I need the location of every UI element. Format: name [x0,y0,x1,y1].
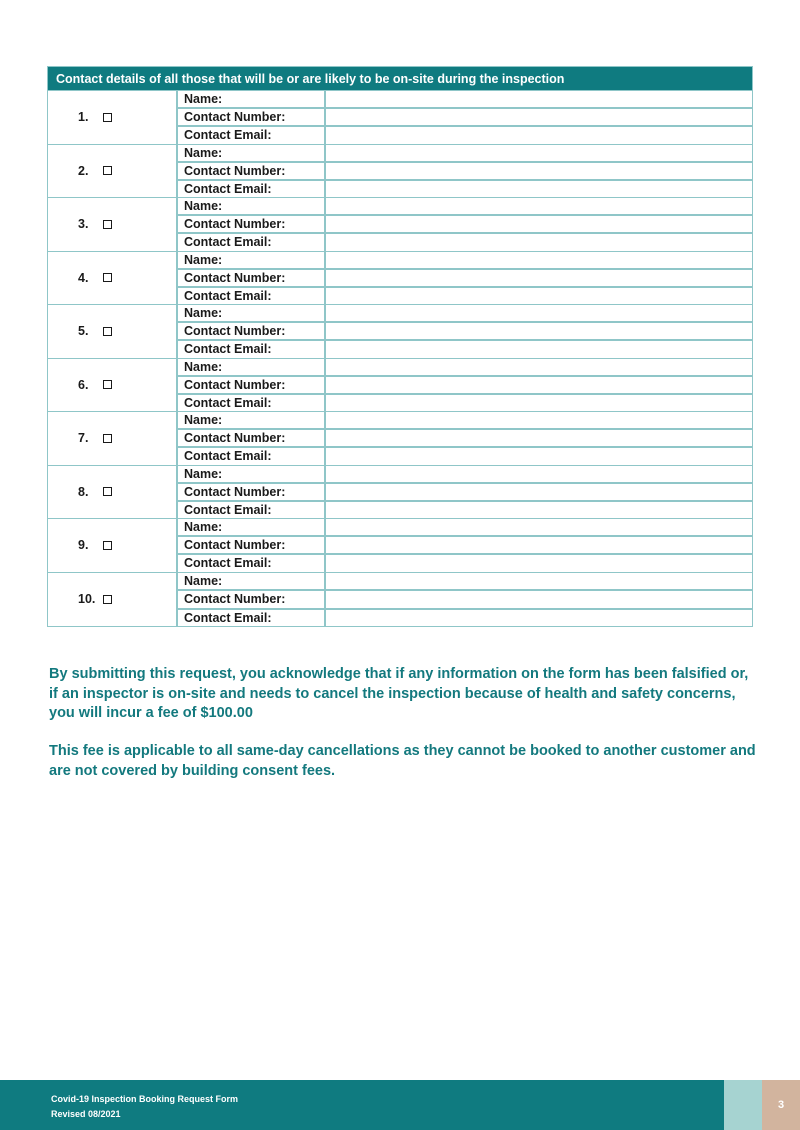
contact-email-label: Contact Email: [178,395,326,411]
contact-index: 3. [78,217,89,232]
contact-email-label: Contact Email: [178,341,326,357]
contact-number-cell [48,412,178,465]
contact-email-label: Contact Email: [178,448,326,464]
contact-number-field[interactable] [326,109,752,125]
contact-checkbox[interactable] [103,327,112,336]
contact-block-8 [48,466,752,520]
contact-number-cell [48,91,178,144]
name-row [178,91,752,109]
contact-number-cell [48,519,178,572]
contact-email-row [178,234,752,250]
contact-number-label: Contact Number: [178,216,326,232]
contact-number-field[interactable] [326,377,752,393]
contact-number-field[interactable] [326,591,752,608]
contact-email-field[interactable] [326,288,752,304]
contact-email-label: Contact Email: [178,555,326,571]
contact-number-label: Contact Number: [178,109,326,125]
contact-email-label: Contact Email: [178,502,326,518]
contact-block-3 [48,198,752,252]
contact-number-field[interactable] [326,216,752,232]
name-field[interactable] [326,359,752,375]
contact-number-field[interactable] [326,537,752,553]
name-row [178,198,752,216]
name-label: Name: [178,359,326,375]
name-field[interactable] [326,252,752,268]
name-label: Name: [178,198,326,214]
contact-checkbox[interactable] [103,380,112,389]
footer-form-title: Covid-19 Inspection Booking Request Form [51,1094,239,1104]
contact-block-7 [48,412,752,466]
contact-block-6 [48,359,752,413]
contact-fields [178,91,752,144]
contact-number-field[interactable] [326,163,752,179]
name-row [178,252,752,270]
contact-block-4 [48,252,752,306]
contact-email-field[interactable] [326,181,752,197]
name-label: Name: [178,412,326,428]
contact-fields [178,412,752,465]
contact-index: 9. [78,538,89,553]
name-row [178,573,752,592]
contact-email-row [178,395,752,411]
contact-fields [178,466,752,519]
contact-email-label: Contact Email: [178,288,326,304]
contact-email-row [178,181,752,197]
contact-index: 5. [78,324,89,339]
name-label: Name: [178,91,326,107]
name-field[interactable] [326,519,752,535]
same-day-cancellation-notice: This fee is applicable to all same-day cancellations as they cannot be booked to another customer and are not covered by building consent fees. [49,743,756,779]
contact-number-cell [48,305,178,358]
contact-email-row [178,341,752,357]
contact-number-cell [48,198,178,251]
page-footer [0,1080,800,1130]
contact-number-field[interactable] [326,323,752,339]
contact-number-cell [48,359,178,412]
contact-fields [178,573,752,627]
contact-email-label: Contact Email: [178,127,326,143]
contact-email-field[interactable] [326,502,752,518]
contact-number-row [178,216,752,234]
contact-block-5 [48,305,752,359]
contact-number-row [178,270,752,288]
contact-index: 1. [78,110,89,125]
contact-number-field[interactable] [326,484,752,500]
contact-fields [178,305,752,358]
page-number: 3 [762,1080,800,1130]
name-field[interactable] [326,91,752,107]
contact-number-cell [48,252,178,305]
contact-number-row [178,430,752,448]
contact-email-row [178,288,752,304]
fee-acknowledgement-notice: By submitting this request, you acknowledge that if any information on the form has been falsified or, if an inspector is on-site and needs to cancel the inspection because of health and safety concerns, you will incur a fee of $100.00 [49,666,749,721]
contact-checkbox[interactable] [103,487,112,496]
contact-number-cell [48,145,178,198]
contact-number-cell [48,466,178,519]
contact-email-field[interactable] [326,555,752,571]
name-row [178,359,752,377]
footer-revised-date: Revised 08/2021 [51,1109,121,1119]
contact-index: 2. [78,163,89,178]
contact-number-row [178,484,752,502]
contact-number-field[interactable] [326,270,752,286]
contact-fields [178,198,752,251]
contact-fields [178,359,752,412]
contact-email-label: Contact Email: [178,234,326,250]
name-row [178,305,752,323]
contact-index: 8. [78,484,89,499]
contact-email-row [178,448,752,464]
name-row [178,519,752,537]
contact-index: 6. [78,377,89,392]
name-label: Name: [178,252,326,268]
contact-email-field[interactable] [326,448,752,464]
contact-checkbox[interactable] [103,273,112,282]
contact-number-label: Contact Number: [178,163,326,179]
contact-fields [178,519,752,572]
contact-number-row [178,323,752,341]
contact-email-row [178,127,752,143]
contact-number-label: Contact Number: [178,323,326,339]
contact-checkbox[interactable] [103,220,112,229]
name-label: Name: [178,573,326,590]
contact-email-field[interactable] [326,127,752,143]
name-label: Name: [178,145,326,161]
contact-block-1 [48,91,752,145]
contact-block-9 [48,519,752,573]
name-label: Name: [178,305,326,321]
contact-index: 10. [78,592,96,607]
name-row [178,145,752,163]
contact-number-row [178,537,752,555]
contact-number-label: Contact Number: [178,537,326,553]
contact-number-label: Contact Number: [178,430,326,446]
name-field[interactable] [326,412,752,428]
contact-email-label: Contact Email: [178,610,326,627]
name-row [178,466,752,484]
contact-index: 4. [78,270,89,285]
contact-checkbox[interactable] [103,434,112,443]
contact-number-label: Contact Number: [178,484,326,500]
contact-number-cell [48,573,178,627]
table-header: Contact details of all those that will be or are likely to be on-site during the inspection [48,67,752,91]
contact-index: 7. [78,431,89,446]
name-field[interactable] [326,145,752,161]
contact-fields [178,252,752,305]
contact-number-row [178,163,752,181]
contact-email-row [178,502,752,518]
name-row [178,412,752,430]
contact-email-row [178,555,752,571]
contact-details-table [47,66,753,627]
name-field[interactable] [326,305,752,321]
contact-checkbox[interactable] [103,595,112,604]
footer-accent-block [724,1080,762,1130]
contact-number-label: Contact Number: [178,591,326,608]
contact-rows [48,91,752,626]
contact-checkbox[interactable] [103,166,112,175]
contact-number-row [178,591,752,610]
contact-checkbox[interactable] [103,113,112,122]
contact-number-row [178,377,752,395]
contact-block-2 [48,145,752,199]
contact-number-row [178,109,752,127]
name-field[interactable] [326,466,752,482]
name-field[interactable] [326,573,752,590]
name-label: Name: [178,466,326,482]
name-field[interactable] [326,198,752,214]
contact-email-field[interactable] [326,610,752,627]
footer-main [0,1080,724,1130]
contact-email-label: Contact Email: [178,181,326,197]
contact-fields [178,145,752,198]
contact-email-field[interactable] [326,341,752,357]
contact-email-field[interactable] [326,234,752,250]
contact-email-row [178,610,752,627]
contact-number-field[interactable] [326,430,752,446]
contact-checkbox[interactable] [103,541,112,550]
contact-number-label: Contact Number: [178,270,326,286]
contact-number-label: Contact Number: [178,377,326,393]
contact-email-field[interactable] [326,395,752,411]
contact-block-10 [48,573,752,627]
name-label: Name: [178,519,326,535]
